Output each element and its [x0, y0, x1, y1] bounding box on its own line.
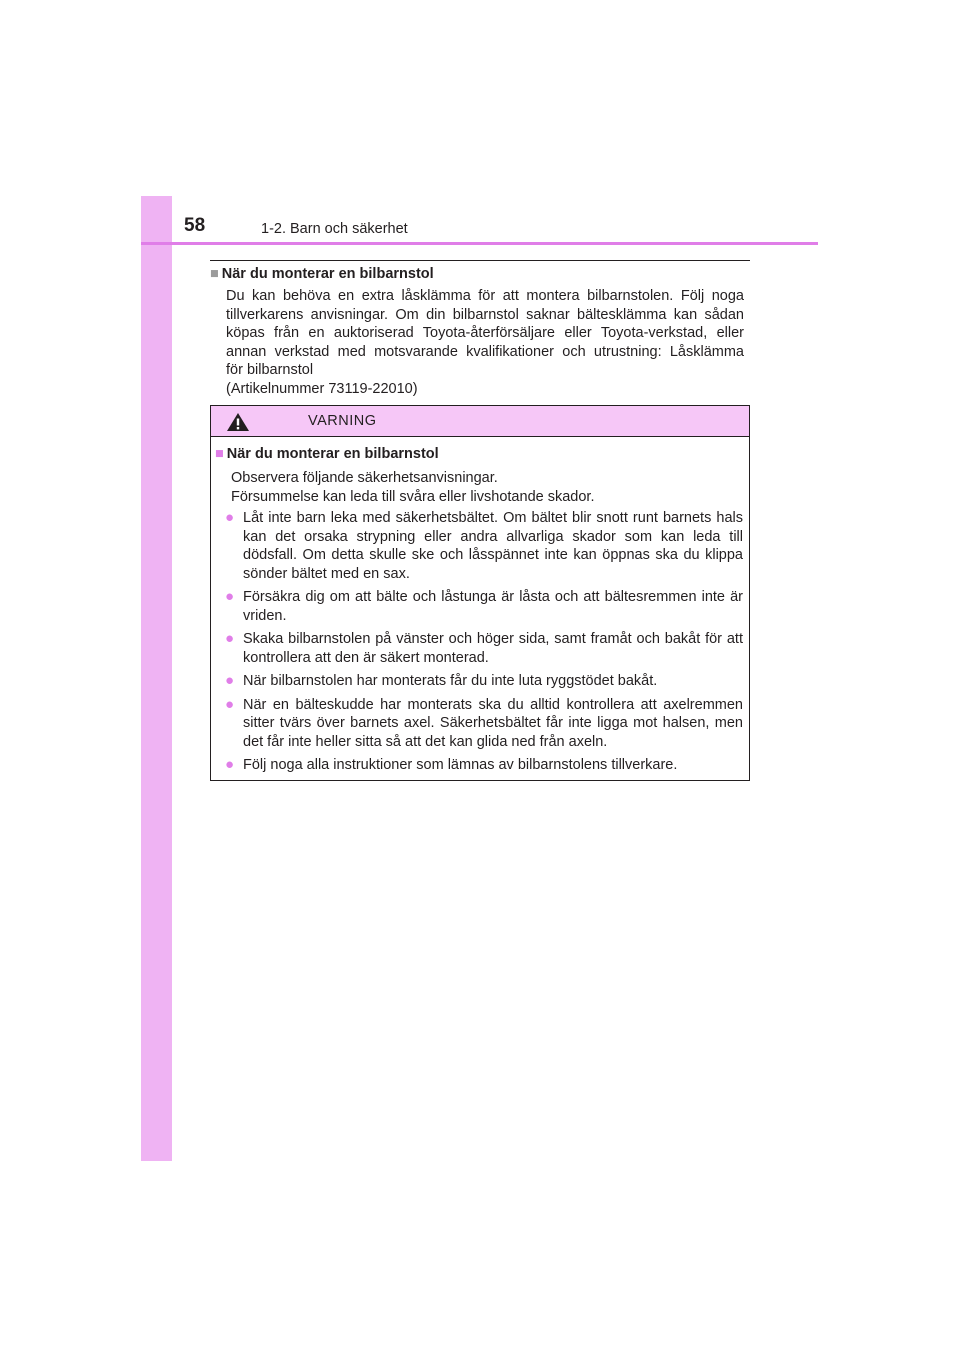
bullet-dot-icon: ●	[225, 509, 235, 526]
warning-bullet-list	[225, 509, 743, 780]
list-item	[225, 696, 743, 752]
list-item	[225, 756, 743, 775]
paragraph-line: för bilbarnstol	[226, 362, 314, 378]
bullet-dot-icon: ●	[225, 588, 235, 605]
paragraph-line: köpas från en auktoriserad Toyota-återförsäljare eller Toyota-verkstad, eller	[226, 325, 744, 341]
section-heading	[210, 266, 434, 282]
list-item-text: Låt inte barn leka med säkerhetsbältet. Om bältet blir snott runt barnets hals kan det orsaka strypning eller andra allvarliga skador som kan leda till dödsfall. Om detta skulle ske och låsspännet inte kan öppnas ska du klippa sönder bältet med en sax.	[243, 510, 743, 582]
warning-box	[210, 405, 750, 781]
paragraph-line: (Artikelnummer 73119-22010)	[226, 380, 418, 397]
warning-intro	[231, 469, 741, 506]
paragraph-line: Du kan behöva en extra låsklämma för att montera bilbarnstolen. Följ noga	[226, 288, 744, 304]
list-item	[225, 672, 743, 691]
header-rule	[141, 242, 818, 245]
bullet-dot-icon: ●	[225, 672, 235, 689]
square-bullet-icon: ■	[210, 266, 219, 282]
side-tab-band	[141, 196, 172, 1161]
list-item-text: Skaka bilbarnstolen på vänster och höger sida, samt framåt och bakåt för att kontrollera att den är säkert monterad.	[243, 631, 743, 666]
warning-heading	[215, 446, 439, 462]
bullet-dot-icon: ●	[225, 756, 235, 773]
section-title: 1-2. Barn och säkerhet	[261, 221, 408, 237]
list-item	[225, 588, 743, 625]
list-item	[225, 630, 743, 667]
bullet-dot-icon: ●	[225, 695, 235, 713]
warning-header	[211, 406, 749, 437]
warning-label: VARNING	[308, 413, 377, 429]
warning-heading-text: När du monterar en bilbarnstol	[226, 446, 439, 462]
intro-line: Försummelse kan leda till svåra eller livshotande skador.	[231, 488, 595, 505]
bullet-dot-icon: ●	[225, 630, 235, 647]
square-bullet-icon: ■	[215, 446, 224, 462]
list-item-text: Försäkra dig om att bälte och låstunga är låsta och att bältesremmen inte är vriden.	[243, 589, 743, 624]
section-paragraph	[226, 287, 744, 398]
list-item-text: Följ noga alla instruktioner som lämnas av bilbarnstolens tillverkare.	[243, 757, 678, 773]
list-item-text: När en bälteskudde har monterats ska du alltid kontrollera att axelremmen sitter tvärs över barnets axel. Säkerhetsbältet får inte ligga mot halsen, men det får inte heller sitta så att det kan glida ned från axeln.	[243, 696, 743, 750]
content-top-rule	[210, 260, 750, 261]
paragraph-line: tillverkarens anvisningar. Om din bilbarnstol saknar bältesklämma kan sådan	[226, 306, 744, 323]
page-number: 58	[184, 215, 206, 236]
paragraph-line: annan verkstad med motsvarande kvalifikationer och utrustning: Låsklämma	[226, 343, 744, 360]
warning-triangle-icon	[226, 412, 250, 432]
intro-line: Observera följande säkerhetsanvisningar.	[231, 470, 498, 486]
section-heading-text: När du monterar en bilbarnstol	[221, 266, 434, 282]
list-item	[225, 509, 743, 583]
list-item-text: När bilbarnstolen har monterats får du inte luta ryggstödet bakåt.	[243, 673, 658, 689]
